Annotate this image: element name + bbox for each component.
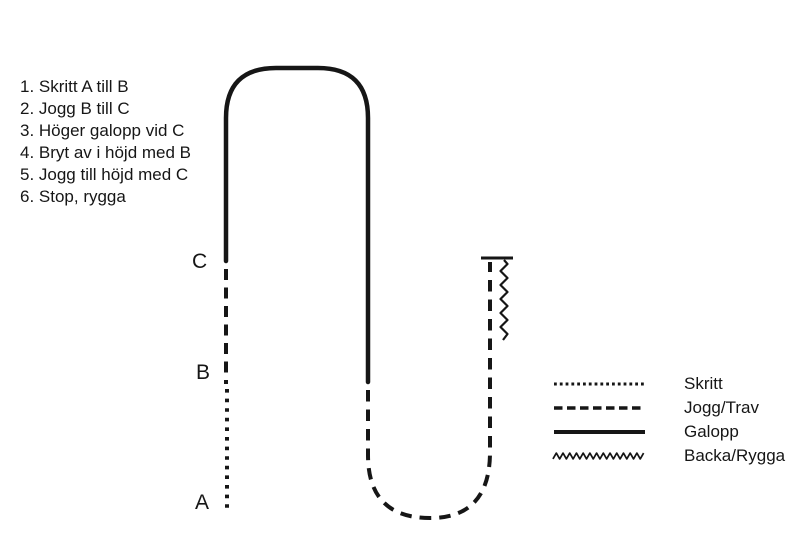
galopp-path xyxy=(226,68,368,382)
legend-row-jogg-trav xyxy=(552,396,785,420)
dotted-line-icon xyxy=(552,377,646,391)
marker-a: A xyxy=(195,491,210,514)
legend-label-jogg-trav: Jogg/Trav xyxy=(684,398,759,417)
instruction-step: 5. Jogg till höjd med C xyxy=(20,165,189,184)
backa-zigzag-path xyxy=(501,260,508,340)
dashed-line-icon xyxy=(552,401,646,415)
jogg-bottom-turn-path xyxy=(368,262,490,518)
instruction-step: 4. Bryt av i höjd med B xyxy=(20,143,192,162)
legend xyxy=(552,372,785,468)
instruction-step: 3. Höger galopp vid C xyxy=(20,121,185,140)
marker-c: C xyxy=(192,250,208,273)
zigzag-line-icon xyxy=(552,449,646,463)
instruction-step: 6. Stop, rygga xyxy=(20,187,126,206)
legend-label-skritt: Skritt xyxy=(684,374,723,393)
solid-line-icon xyxy=(552,425,646,439)
legend-row-backa-rygga xyxy=(552,444,785,468)
legend-row-galopp xyxy=(552,420,785,444)
legend-label-galopp: Galopp xyxy=(684,422,739,441)
legend-label-backa-rygga: Backa/Rygga xyxy=(684,446,786,465)
marker-b: B xyxy=(196,361,211,384)
instruction-step: 2. Jogg B till C xyxy=(20,99,130,118)
legend-row-skritt xyxy=(552,372,785,396)
instruction-step: 1. Skritt A till B xyxy=(20,77,129,96)
